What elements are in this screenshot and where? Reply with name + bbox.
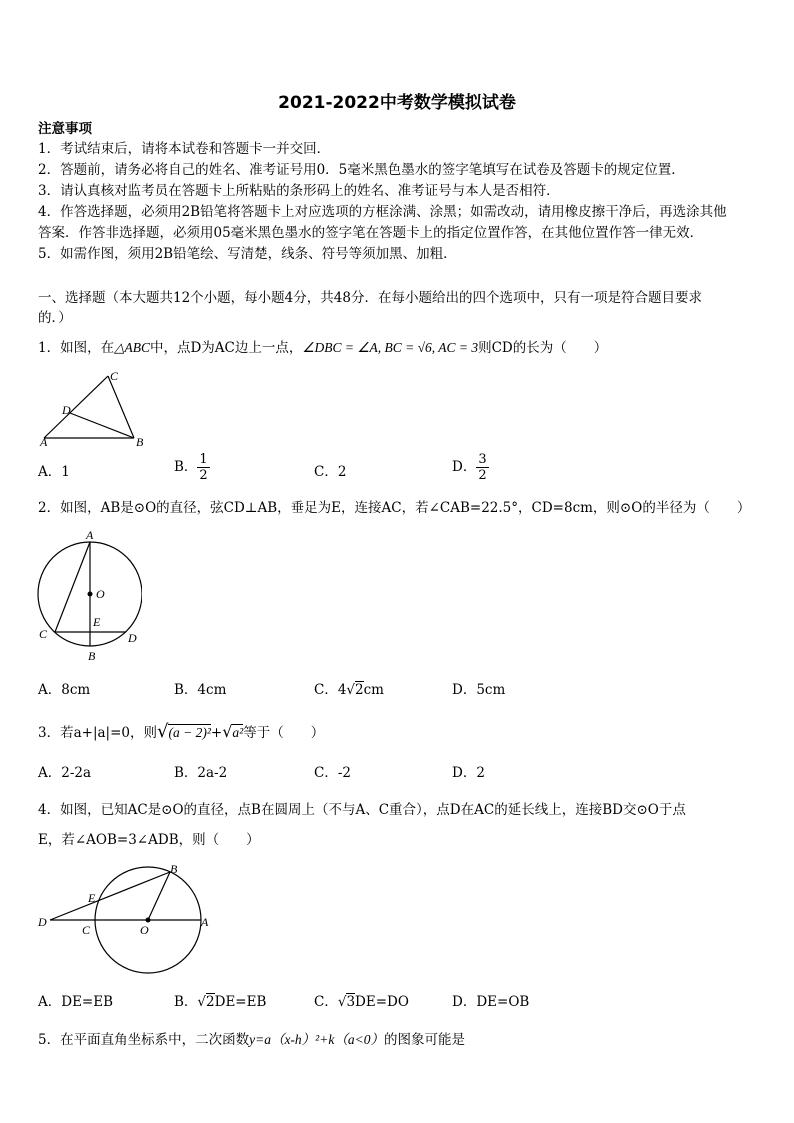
- q2-label-b: B: [88, 649, 96, 663]
- q1-option-a[interactable]: A．1: [38, 464, 70, 480]
- sqrt-sign: √: [346, 682, 356, 698]
- q2-option-c-prefix: C．4: [314, 682, 347, 698]
- q2-circle-figure: [36, 528, 142, 664]
- q4-circle-figure: [36, 858, 214, 974]
- q1-mid: 中，点D为AC边上一点，: [149, 340, 303, 356]
- q4-label-d: D: [38, 915, 47, 929]
- q1-option-c[interactable]: C．2: [314, 464, 347, 480]
- q4-option-a[interactable]: A．DE=EB: [38, 994, 114, 1010]
- radicand: 2: [206, 994, 215, 1010]
- question-3-stem: [38, 722, 324, 743]
- q4-label-b: B: [170, 862, 178, 876]
- sqrt-sign: √: [197, 994, 207, 1010]
- question-2-stem: 2．如图，AB是⊙O的直径，弦CD⊥AB，垂足为E，连接AC，若∠CAB=22.5°，CD=8cm，则⊙O的半径为（ ）: [38, 500, 751, 516]
- q4-option-c-text: DE=DO: [355, 994, 409, 1010]
- q5-suffix: 的图象可能是: [383, 1032, 465, 1048]
- q2-option-d[interactable]: D．5cm: [452, 682, 506, 698]
- q4-label-a: A: [201, 915, 209, 929]
- notice-item: 答案．作答非选择题，必须用05毫米黑色墨水的签字笔在答题卡上的指定位置作答，在其他位置作答一律无效．: [38, 225, 704, 241]
- q2-label-e: E: [93, 615, 101, 629]
- q4-option-d[interactable]: D．DE=OB: [452, 994, 530, 1010]
- fraction-denominator: 2: [199, 468, 208, 483]
- q1-triangle-figure: [38, 368, 150, 450]
- q2-option-c-unit: cm: [363, 682, 384, 698]
- q2-label-c: C: [39, 627, 48, 641]
- q2-label-d: D: [128, 631, 137, 645]
- q4-option-b[interactable]: [174, 992, 266, 1012]
- sqrt-sign: √: [157, 721, 169, 742]
- radicand: 3: [346, 994, 356, 1010]
- q4-option-c[interactable]: [314, 992, 409, 1012]
- notice-item: 2．答题前，请务必将自己的姓名、准考证号用0．5毫米黑色墨水的签字笔填写在试卷及答题卡的规定位置．: [38, 162, 685, 178]
- q3-radicand-2: a²: [232, 725, 244, 740]
- q3-option-c[interactable]: C．-2: [314, 765, 351, 781]
- question-1-stem: [38, 338, 607, 358]
- sqrt-sign: √: [337, 994, 347, 1010]
- q2-option-a[interactable]: A．8cm: [38, 682, 91, 698]
- q1-condition: ∠DBC = ∠A, BC = √6, AC = 3: [302, 340, 479, 355]
- q1-label-b: B: [136, 435, 144, 449]
- sqrt-sign: √: [222, 722, 233, 741]
- q1-option-b[interactable]: [174, 452, 210, 483]
- q1-option-b-fraction: [197, 452, 209, 483]
- q5-formula: y=a（x-h）²+k（a<0）: [249, 1032, 384, 1047]
- q3-option-b[interactable]: B．2a-2: [174, 765, 228, 781]
- q1-option-b-label: B．: [174, 459, 198, 475]
- q3-suffix: 等于（ ）: [243, 725, 325, 741]
- fraction-numerator: 1: [199, 452, 208, 467]
- q3-option-a[interactable]: A．2-2a: [38, 765, 92, 781]
- notice-item: 1．考试结束后，请将本试卷和答题卡一并交回．: [38, 141, 331, 157]
- q4-label-e: E: [88, 891, 96, 905]
- question-4-stem-line2: E，若∠AOB=3∠ADB，则（ ）: [38, 832, 260, 848]
- fraction-numerator: 3: [478, 452, 487, 467]
- q4-label-c: C: [82, 923, 91, 937]
- q4-label-o: O: [140, 923, 149, 937]
- q1-label-c: C: [110, 369, 119, 383]
- section-heading-line2: 的．）: [38, 310, 72, 326]
- q3-plus: +: [210, 725, 223, 741]
- notice-item: 3．请认真核对监考员在答题卡上所粘贴的条形码上的姓名、准考证号与本人是否相符．: [38, 183, 560, 199]
- q1-label-d: D: [62, 403, 71, 417]
- q3-prefix: 3．若a+|a|=0，则: [38, 725, 157, 741]
- q1-suffix: 则CD的长为（ ）: [478, 340, 608, 356]
- fraction-denominator: 2: [478, 468, 487, 483]
- q2-label-a: A: [86, 528, 94, 542]
- q1-option-d-fraction: [476, 452, 488, 483]
- notice-heading: 注意事项: [38, 121, 92, 137]
- q1-triangle: △ABC: [114, 340, 150, 355]
- question-4-stem-line1: 4．如图，已知AC是⊙O的直径，点B在圆周上（不与A、C重合），点D在AC的延长线上，连接BD交⊙O于点: [38, 802, 686, 818]
- q4-option-b-prefix: B．: [174, 994, 198, 1010]
- page-title: 2021-2022中考数学模拟试卷: [278, 93, 516, 113]
- q1-option-d[interactable]: [452, 452, 489, 483]
- notice-item: 4．作答选择题，必须用2B铅笔将答题卡上对应选项的方框涂满、涂黑；如需改动，请用橡皮擦干净后，再选涂其他: [38, 204, 727, 220]
- q4-option-b-text: DE=EB: [214, 994, 267, 1010]
- q2-option-c[interactable]: [314, 680, 384, 700]
- q1-option-d-label: D．: [452, 459, 477, 475]
- section-heading-line1: 一、选择题（本大题共12个小题，每小题4分，共48分．在每小题给出的四个选项中，只有一项是符合题目要求: [38, 290, 702, 306]
- q1-prefix: 1．如图，在: [38, 340, 115, 356]
- question-5-stem: [38, 1030, 465, 1050]
- q4-option-c-prefix: C．: [314, 994, 338, 1010]
- radicand: 2: [355, 682, 364, 698]
- q2-label-o: O: [96, 587, 105, 601]
- q5-prefix: 5．在平面直角坐标系中，二次函数: [38, 1032, 250, 1048]
- notice-item: 5．如需作图，须用2B铅笔绘、写清楚，线条、符号等须加黑、加粗．: [38, 246, 457, 262]
- q3-option-d[interactable]: D．2: [452, 765, 485, 781]
- q1-label-a: A: [40, 435, 48, 449]
- q3-radicand-1: (a − 2)²: [168, 725, 211, 740]
- q2-option-b[interactable]: B．4cm: [174, 682, 227, 698]
